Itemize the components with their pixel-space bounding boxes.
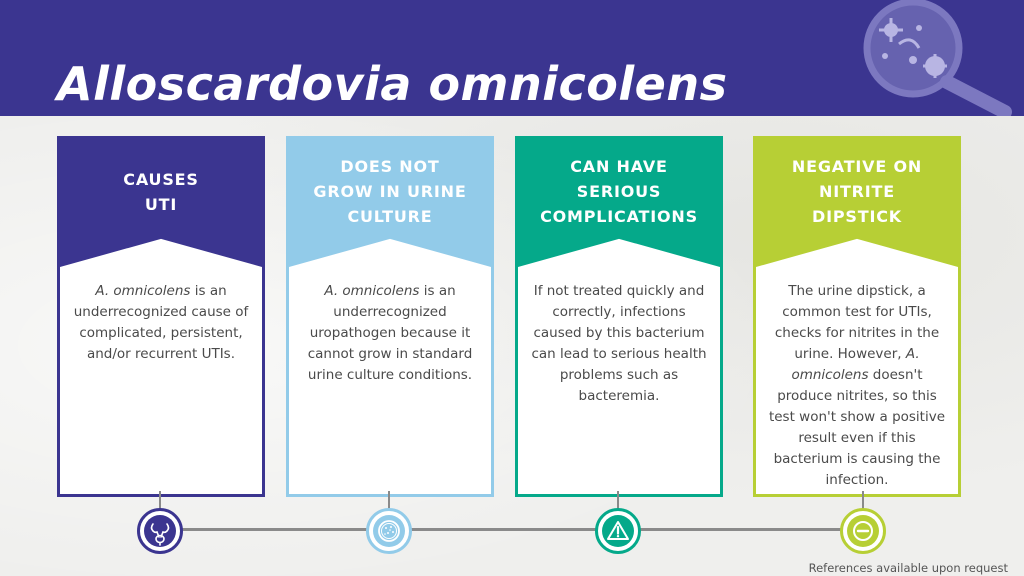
page-title: Alloscardovia omnicolens — [57, 57, 728, 111]
heading-line: DOES NOT — [340, 157, 440, 176]
urinary-tract-icon — [144, 515, 176, 547]
heading-line: CAN HAVE — [570, 157, 668, 176]
italic-species-name: A. omnicolens — [791, 346, 920, 383]
card-heading — [756, 154, 958, 229]
heading-line: NEGATIVE ON — [791, 157, 923, 176]
card-negative-nitrite — [753, 136, 961, 497]
references-note: References available upon request — [808, 561, 1008, 575]
heading-line: CAUSES — [123, 170, 199, 189]
italic-species-name: A. omnicolens — [324, 283, 420, 299]
card-body — [299, 281, 481, 386]
heading-line: GROW IN URINE — [313, 182, 467, 201]
card-causes-uti — [57, 136, 265, 497]
card-heading — [518, 154, 720, 229]
timeline-node-causes-uti — [137, 508, 183, 554]
card-does-not-grow — [286, 136, 494, 497]
body-text: is an underrecognized cause of complicated, persistent, and/or recurrent UTIs. — [73, 283, 249, 362]
body-text: is an underrecognized uropathogen because it cannot grow in standard urine culture conditions. — [307, 283, 473, 383]
timeline-node-complications — [595, 508, 641, 554]
timeline-node-nitrite — [840, 508, 886, 554]
heading-line: DIPSTICK — [812, 207, 902, 226]
heading-line: UTI — [144, 195, 178, 214]
card-heading — [289, 154, 491, 229]
card-body — [766, 281, 948, 491]
timeline-line — [160, 528, 862, 531]
body-text: The urine dipstick, a common test for UTIs, checks for nitrites in the urine. However, — [774, 283, 940, 362]
minus-circle-icon — [847, 515, 879, 547]
card-serious-complications — [515, 136, 723, 497]
header-banner — [0, 0, 1024, 116]
heading-line: SERIOUS — [576, 182, 662, 201]
card-body — [70, 281, 252, 365]
heading-line: NITRITE — [819, 182, 895, 201]
magnifier-bacteria-icon — [855, 0, 1024, 116]
heading-line: CULTURE — [347, 207, 433, 226]
body-text: If not treated quickly and correctly, infections caused by this bacterium can lead to serious health problems such as bacteremia. — [531, 283, 707, 404]
italic-species-name: A. omnicolens — [95, 283, 191, 299]
warning-icon — [602, 515, 634, 547]
card-heading — [60, 167, 262, 217]
heading-line: COMPLICATIONS — [540, 207, 698, 226]
card-body — [528, 281, 710, 407]
body-text: doesn't produce nitrites, so this test won't show a positive result even if this bacterium is causing the infection. — [768, 367, 946, 488]
petri-dish-icon — [373, 515, 405, 547]
timeline-node-urine-culture — [366, 508, 412, 554]
